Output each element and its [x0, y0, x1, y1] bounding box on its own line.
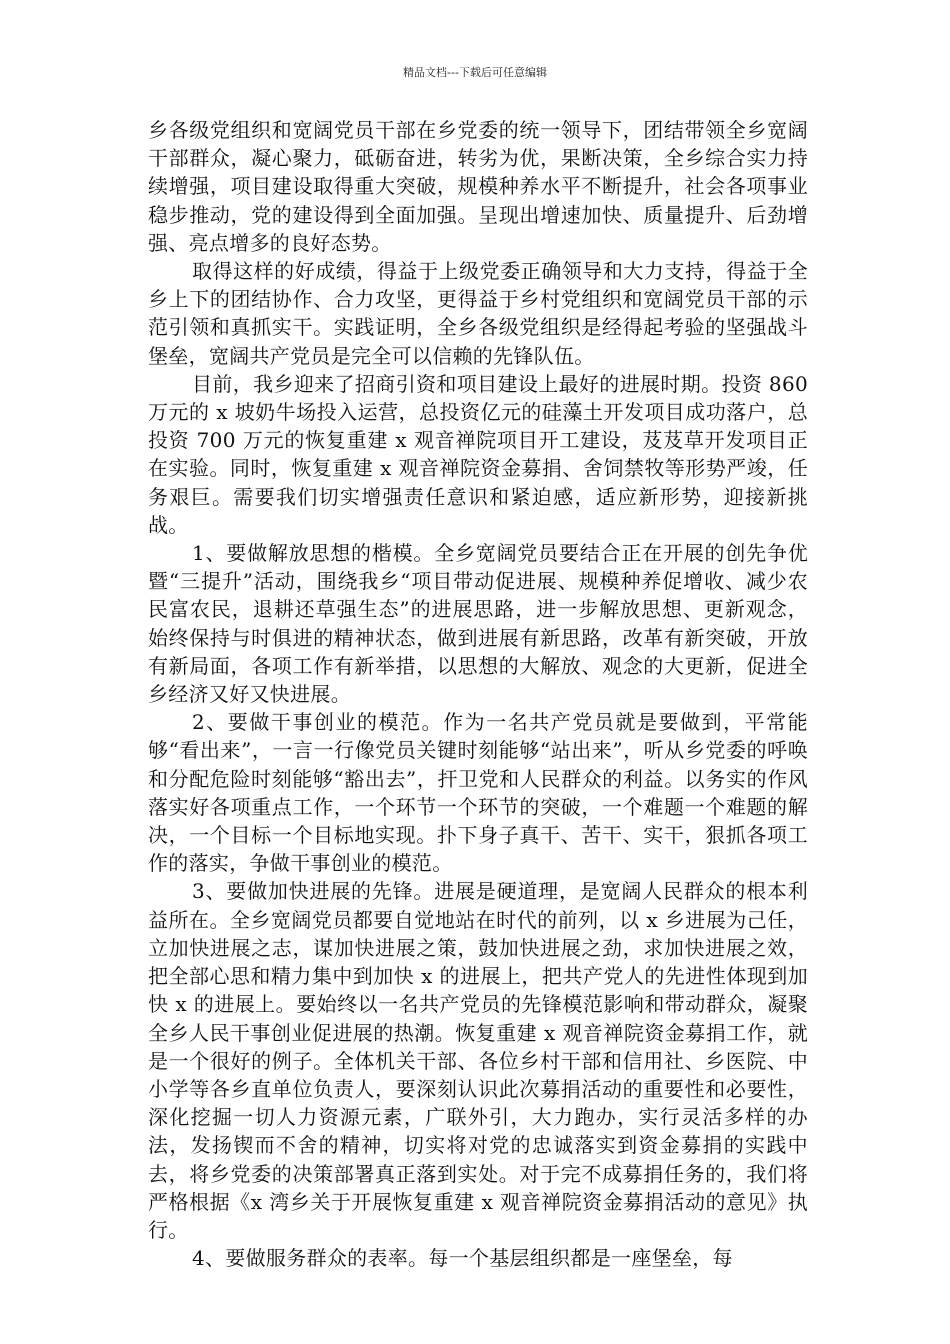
paragraph-item-2: 2、要做干事创业的模范。作为一名共产党员就是要做到，平常能够“看出来”，一言一行像党员关键时刻能够“站出来”，听从乡党委的呼唤和分配危险时刻能够“豁出去”，扞卫党和人民群众的利益。以务实的作风落实好各项重点工作，一个环节一个环节的突破，一个难题一个难题的解决，一个目标一个目标地实现。扑下身子真干、苦干、实干，狠抓各项工作的落实，争做干事创业的模范。	[148, 710, 808, 876]
page-header: 精品文档---下载后可任意编辑	[403, 66, 547, 79]
paragraph-item-4: 4、要做服务群众的表率。每一个基层组织都是一座堡垒，每	[192, 1246, 733, 1271]
paragraph-current-situation: 目前，我乡迎来了招商引资和项目建设上最好的进展时期。投资 860 万元的 x 坡奶牛场投入运营，总投资亿元的硅藻土开发项目成功落户，总投资 700 万元的恢复重建 x 观音禅院项目开工建设，芨芨草开发项目正在实验。同时，恢复重建 x 观音禅院资金募捐、舍饲禁牧等形势严竣，任务艰巨。需要我们切实增强责任意识和紧迫感，适应新形势，迎接新挑战。	[148, 371, 808, 537]
paragraph-continuation: 乡各级党组织和宽阔党员干部在乡党委的统一领导下，团结带领全乡宽阔干部群众，凝心聚力，砥砺奋进，转劣为优，果断决策，全乡综合实力持续增强，项目建设取得重大突破，规模种养水平不断提升，社会各项事业稳步推动，党的建设得到全面加强。呈现出增速加快、质量提升、后劲增强、亮点增多的良好态势。	[148, 118, 808, 255]
document-body	[148, 116, 808, 1272]
paragraph-item-3: 3、要做加快进展的先锋。进展是硬道理，是宽阔人民群众的根本利益所在。全乡宽阔党员都要自觉地站在时代的前列，以 x 乡进展为己任，立加快进展之志，谋加快进展之策，鼓加快进展之劲，求加快进展之效，把全部心思和精力集中到加快 x 的进展上，把共产党人的先进性体现到加快 x 的进展上。要始终以一名共产党员的先锋模范影响和带动群众，凝聚全乡人民干事创业促进展的热潮。恢复重建 x 观音禅院资金募捐工作，就是一个很好的例子。全体机关干部、各位乡村干部和信用社、乡医院、中小学等各乡直单位负责人，要深刻认识此次募捐活动的重要性和必要性，深化挖掘一切人力资源元素，广联外引，大力跑办，实行灵活多样的办法，发扬锲而不舍的精神，切实将对党的忠诚落实到资金募捐的实践中去，将乡党委的决策部署真正落到实处。对于完不成募捐任务的，我们将严格根据《x 湾乡关于开展恢复重建 x 观音禅院资金募捐活动的意见》执行。	[148, 879, 808, 1242]
paragraph-achievements: 取得这样的好成绩，得益于上级党委正确领导和大力支持，得益于全乡上下的团结协作、合力攻坚，更得益于乡村党组织和宽阔党员干部的示范引领和真抓实干。实践证明，全乡各级党组织是经得起考验的坚强战斗堡垒，宽阔共产党员是完全可以信赖的先锋队伍。	[148, 259, 808, 368]
paragraph-item-1: 1、要做解放思想的楷模。全乡宽阔党员要结合正在开展的创先争优暨“三提升”活动，围绕我乡“项目带动促进展、规模种养促增收、减少农民富农民，退耕还草强生态”的进展思路，进一步解放思想、更新观念，始终保持与时俱进的精神状态，做到进展有新思路，改革有新突破，开放有新局面，各项工作有新举措，以思想的大解放、观念的大更新，促进全乡经济又好又快进展。	[148, 541, 808, 707]
